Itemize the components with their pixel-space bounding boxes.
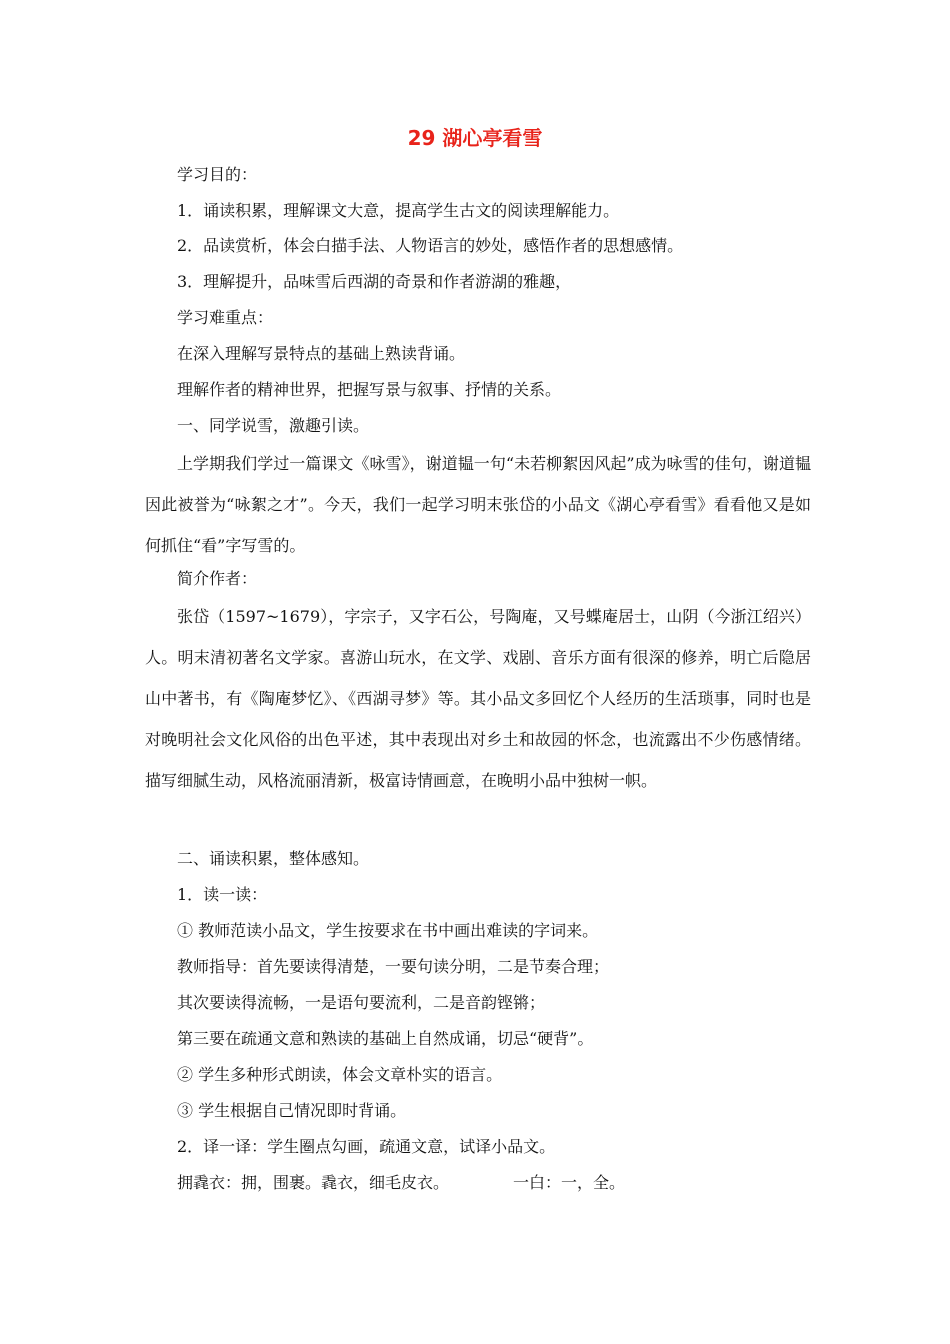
difficulty-item-2: 理解作者的精神世界，把握写景与叙事、抒情的关系。 <box>177 380 562 399</box>
section-heading-2: 二、诵读积累，整体感知。 <box>177 849 370 868</box>
teacher-guide-2: 其次要读得流畅，一是语句要流利，二是音韵铿锵； <box>177 993 546 1012</box>
teacher-guide-1: 教师指导：首先要读得清楚，一要句读分明，二是节奏合理； <box>177 957 610 976</box>
author-heading: 简介作者： <box>177 569 258 588</box>
goal-item-2: 2．品读赏析，体会白描手法、人物语言的妙处，感悟作者的思想感情。 <box>177 236 684 255</box>
read-step-1: ① 教师范读小品文，学生按要求在书中画出难读的字词来。 <box>177 921 599 940</box>
read-step-2: ② 学生多种形式朗读，体会文章朴实的语言。 <box>177 1065 503 1084</box>
goal-item-1: 1．诵读积累，理解课文大意，提高学生古文的阅读理解能力。 <box>177 201 620 220</box>
teacher-guide-3: 第三要在疏通文意和熟读的基础上自然成诵，切忌“硬背”。 <box>177 1029 594 1048</box>
translate-heading: 2．译一译：学生圈点勾画，疏通文意，试译小品文。 <box>177 1137 556 1156</box>
author-paragraph: 张岱（1597~1679），字宗子，又字石公，号陶庵，又号蝶庵居士，山阴（今浙江绍兴）人。明末清初著名文学家。喜游山玩水，在文学、戏剧、音乐方面有很深的修养，明亡后隐居山中著书，有《陶庵梦忆》、《西湖寻梦》等。其小品文多回忆个人经历的生活琐事，同时也是对晚明社会文化风俗的出色平述，其中表现出对乡土和故园的怀念，也流露出不少伤感情绪。描写细腻生动，风格流丽清新，极富诗情画意，在晚明小品中独树一帜。 <box>145 607 811 790</box>
read-step-3: ③ 学生根据自己情况即时背诵。 <box>177 1101 407 1120</box>
goal-heading: 学习目的： <box>177 165 258 184</box>
intro-paragraph: 上学期我们学过一篇课文《咏雪》，谢道韫一句“未若柳絮因风起”成为咏雪的佳句，谢道韫因此被誉为“咏絮之才”。今天，我们一起学习明末张岱的小品文《湖心亭看雪》看看他又是如何抓住“看”字写雪的。 <box>145 454 811 555</box>
gloss-item-1: 拥毳衣：拥，围裹。毳衣，细毛皮衣。 <box>177 1173 450 1192</box>
goal-item-3: 3．理解提升，品味雪后西湖的奇景和作者游湖的雅趣， <box>177 272 572 291</box>
gloss-line <box>177 1171 625 1195</box>
gloss-item-2: 一白：一，全。 <box>513 1173 626 1192</box>
read-heading: 1．读一读： <box>177 885 268 904</box>
page-title: 29 湖心亭看雪 <box>407 126 543 150</box>
section-heading-1: 一、同学说雪，激趣引读。 <box>177 416 370 435</box>
difficulty-item-1: 在深入理解写景特点的基础上熟读背诵。 <box>177 344 466 363</box>
difficulty-heading: 学习难重点： <box>177 308 274 327</box>
